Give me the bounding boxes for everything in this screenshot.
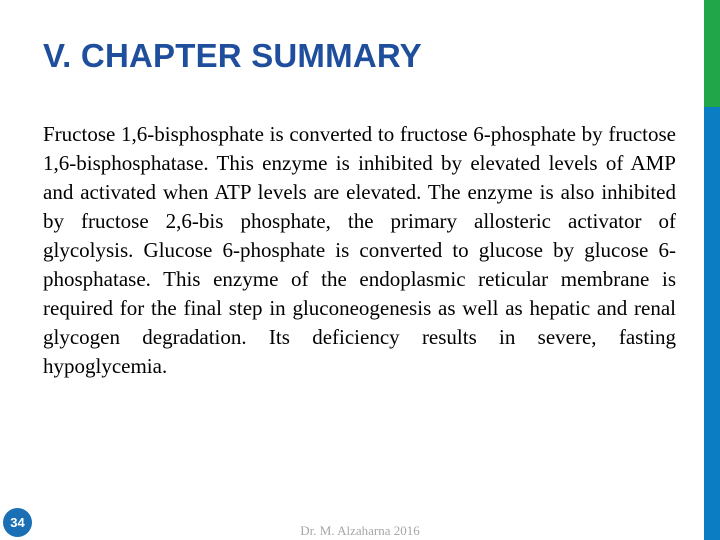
summary-paragraph: Fructose 1,6-bisphosphate is converted to fructose 6-phosphate by fructose 1,6-bisphosphatase. This enzyme is inhibited by elevated levels of AMP and activated when ATP levels are elevated. The enzyme is also inhibited by fructose 2,6-bis phosphate, the primary allosteric activator of glycolysis. Glucose 6-phosphate is converted to glucose by glucose 6-phosphatase. This enzyme of the endoplasmic reticular membrane is required for the final step in gluconeogenesis as well as hepatic and renal glycogen degradation. Its deficiency results in severe, fasting hypoglycemia.	[43, 122, 676, 378]
slide-number-badge: 34	[3, 508, 32, 537]
slide-title: V. CHAPTER SUMMARY	[43, 37, 422, 74]
footer-author: Dr. M. Alzaharna 2016	[300, 523, 420, 538]
accent-bar-green	[704, 0, 720, 107]
accent-bar-blue	[704, 107, 720, 540]
